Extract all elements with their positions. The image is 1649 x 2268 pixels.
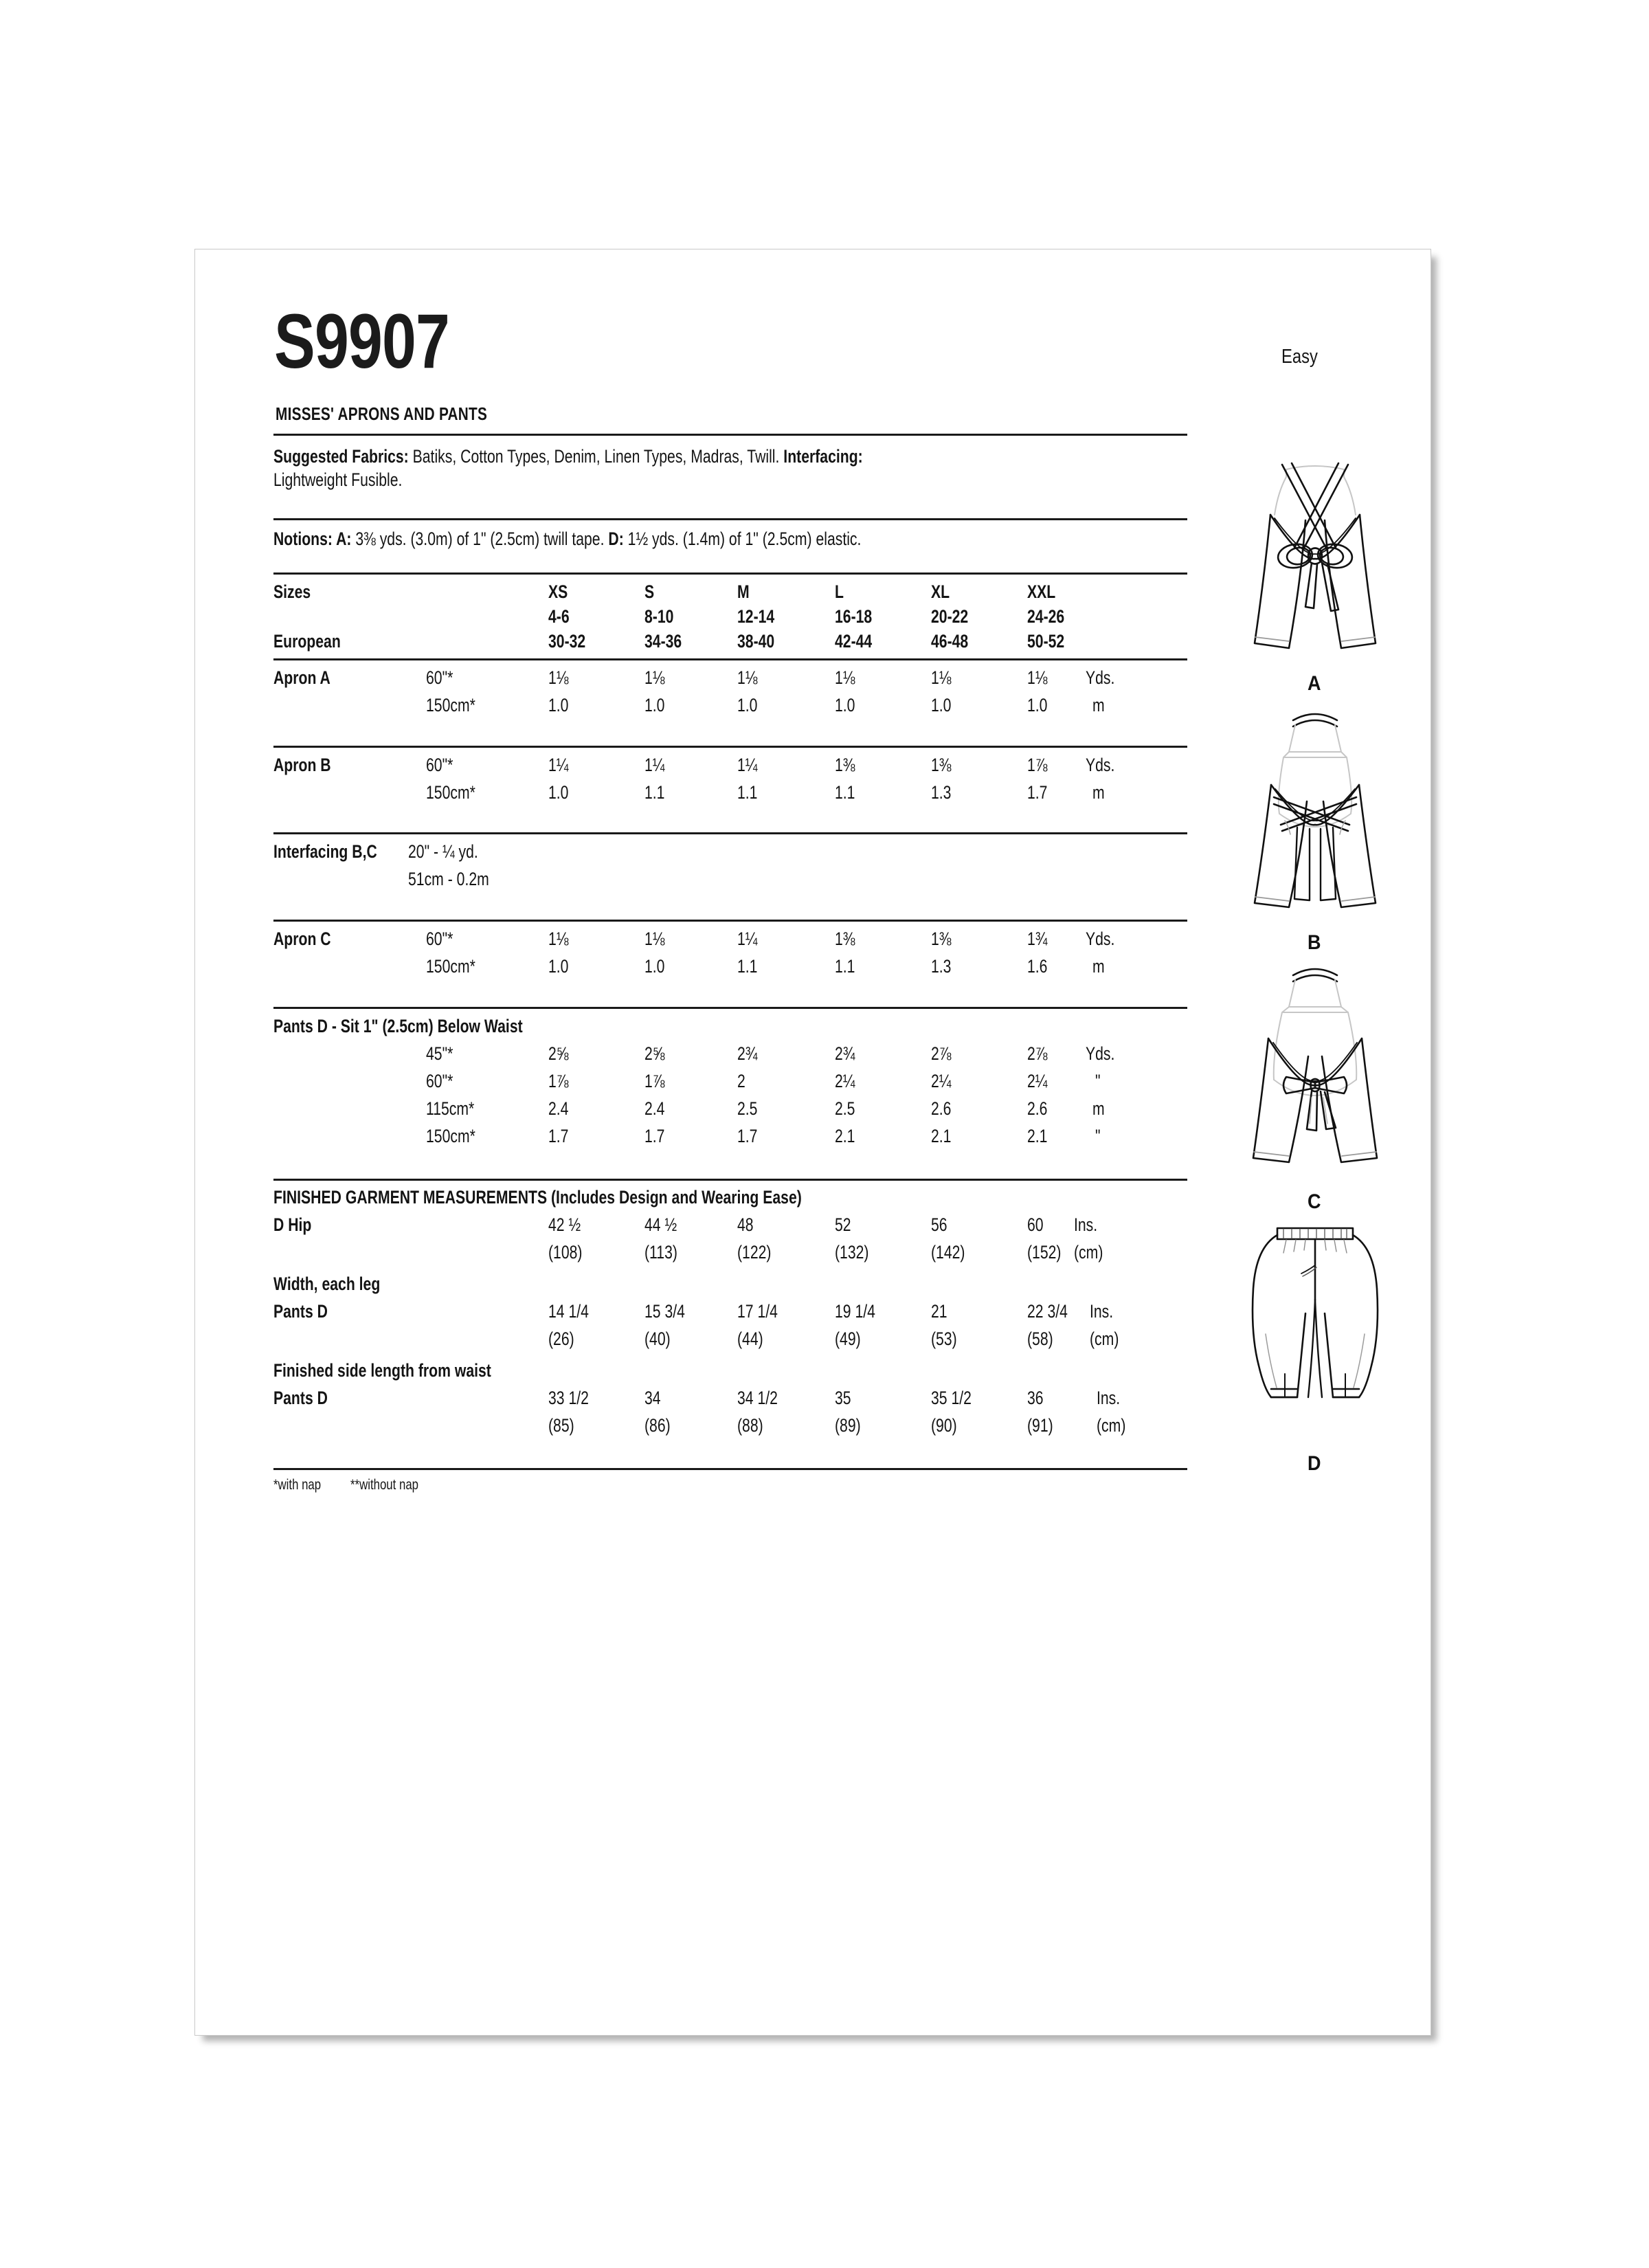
apron-c-width-150: 150cm* bbox=[426, 956, 475, 977]
suggested-fabrics-block bbox=[273, 445, 1194, 492]
cell: 22 3/4 bbox=[1027, 1301, 1068, 1322]
interfacing-inline-value: Lightweight Fusible. bbox=[273, 469, 403, 491]
side-length-subheading-row bbox=[273, 1360, 1194, 1385]
cell: (91) bbox=[1027, 1415, 1053, 1436]
divider-footnote bbox=[273, 1468, 1187, 1470]
table-row bbox=[273, 956, 1194, 981]
cell: 2¼ bbox=[835, 1071, 855, 1091]
cell: 1⅜ bbox=[931, 929, 952, 949]
table-row bbox=[273, 695, 1194, 720]
unit: Yds. bbox=[1086, 667, 1115, 688]
cell: (53) bbox=[931, 1328, 957, 1349]
cell: 36 bbox=[1027, 1388, 1044, 1408]
cell: 2.5 bbox=[737, 1098, 758, 1119]
notions-d-value: 1½ yds. (1.4m) of 1" (2.5cm) elastic. bbox=[623, 529, 862, 549]
notions-block bbox=[273, 527, 1208, 551]
cell: 48 bbox=[737, 1214, 754, 1235]
table-row bbox=[273, 667, 1194, 692]
divider-top bbox=[273, 434, 1187, 436]
cell: 2.5 bbox=[835, 1098, 855, 1119]
cell: 1.1 bbox=[737, 956, 758, 977]
sizes-row-letters bbox=[273, 581, 1194, 606]
interfacing-line-1: 20" - ¼ yd. bbox=[408, 841, 478, 862]
cell: 2⅞ bbox=[1027, 1043, 1048, 1064]
unit: (cm) bbox=[1090, 1328, 1119, 1349]
cell: 1.0 bbox=[931, 695, 952, 715]
cell: 1¼ bbox=[737, 929, 758, 949]
cell: 2⅝ bbox=[548, 1043, 569, 1064]
width-each-leg-subheading-row bbox=[273, 1274, 1194, 1298]
size-us-xl: 20-22 bbox=[931, 606, 969, 627]
unit: Yds. bbox=[1086, 755, 1115, 775]
unit: Yds. bbox=[1086, 929, 1115, 949]
cell: 1.1 bbox=[737, 782, 758, 803]
table-row bbox=[273, 1415, 1194, 1440]
cell: 1.7 bbox=[548, 1126, 569, 1146]
cell: 1¾ bbox=[1027, 929, 1048, 949]
cell: 14 1/4 bbox=[548, 1301, 589, 1322]
cell: 1¼ bbox=[737, 755, 758, 775]
apron-a-width-150: 150cm* bbox=[426, 695, 475, 715]
size-us-m: 12-14 bbox=[737, 606, 775, 627]
interfacing-inline-label: Interfacing: bbox=[783, 446, 863, 467]
cell: 52 bbox=[835, 1214, 851, 1235]
cell: (132) bbox=[835, 1242, 869, 1263]
cell: 1⅜ bbox=[835, 929, 855, 949]
divider-sizes-top bbox=[273, 572, 1187, 575]
finished-heading-rest: (Includes Design and Wearing Ease) bbox=[547, 1187, 802, 1208]
finished-heading-row bbox=[273, 1187, 1194, 1212]
table-row bbox=[273, 1043, 1194, 1068]
table-row bbox=[273, 755, 1194, 779]
view-letter-a: A bbox=[1308, 672, 1321, 695]
pants-d-heading-row bbox=[273, 1016, 1194, 1041]
table-row bbox=[273, 1301, 1194, 1326]
cell: 1.7 bbox=[737, 1126, 758, 1146]
cell: 2⅝ bbox=[644, 1043, 665, 1064]
apron-c-label: Apron C bbox=[273, 929, 331, 949]
cell: 2¾ bbox=[737, 1043, 758, 1064]
cell: 1.1 bbox=[835, 956, 855, 977]
apron-a-width-60: 60"* bbox=[426, 667, 453, 688]
view-letter-c: C bbox=[1308, 1190, 1321, 1213]
cell: 2¼ bbox=[931, 1071, 952, 1091]
cell: (86) bbox=[644, 1415, 671, 1436]
cell: (90) bbox=[931, 1415, 957, 1436]
interfacing-line-2: 51cm - 0.2m bbox=[408, 869, 489, 889]
d-hip-label: D Hip bbox=[273, 1214, 312, 1235]
cell: 1¼ bbox=[548, 755, 569, 775]
interfacing-row-2 bbox=[273, 869, 1194, 893]
size-eu-xxl: 50-52 bbox=[1027, 631, 1065, 652]
cell: 15 3/4 bbox=[644, 1301, 685, 1322]
unit: Ins. bbox=[1097, 1388, 1121, 1408]
cell: 1.0 bbox=[548, 695, 569, 715]
view-illustration-b bbox=[1205, 693, 1425, 955]
size-letter-s: S bbox=[644, 581, 655, 602]
apron-b-width-60: 60"* bbox=[426, 755, 453, 775]
cell: 1.0 bbox=[548, 782, 569, 803]
cell: (122) bbox=[737, 1242, 772, 1263]
size-letter-xxl: XXL bbox=[1027, 581, 1056, 602]
cell: 1⅜ bbox=[835, 755, 855, 775]
pants-d-width-150: 150cm* bbox=[426, 1126, 475, 1146]
divider-interfacing bbox=[273, 832, 1187, 834]
notions-d-label: D: bbox=[608, 529, 624, 549]
cell: 1.0 bbox=[548, 956, 569, 977]
cell: 2.1 bbox=[931, 1126, 952, 1146]
size-eu-m: 38-40 bbox=[737, 631, 775, 652]
cell: (85) bbox=[548, 1415, 574, 1436]
unit: (cm) bbox=[1097, 1415, 1126, 1436]
table-row bbox=[273, 929, 1194, 953]
garment-type-heading bbox=[276, 403, 540, 425]
difficulty-text: Easy bbox=[1281, 346, 1318, 368]
view-illustration-a bbox=[1205, 434, 1425, 696]
apron-b-drawing bbox=[1205, 693, 1425, 930]
suggested-fabrics-label: Suggested Fabrics: bbox=[273, 446, 409, 467]
pants-d-length-label: Pants D bbox=[273, 1388, 328, 1408]
cell: 1⅛ bbox=[644, 667, 665, 688]
cell: 2.4 bbox=[548, 1098, 569, 1119]
footnote-without-nap: **without nap bbox=[350, 1477, 419, 1493]
cell: (108) bbox=[548, 1242, 583, 1263]
size-us-s: 8-10 bbox=[644, 606, 674, 627]
sizes-row-us bbox=[273, 606, 1194, 631]
table-row bbox=[273, 1071, 1194, 1096]
cell: (89) bbox=[835, 1415, 861, 1436]
cell: 1¼ bbox=[644, 755, 665, 775]
cell: 21 bbox=[931, 1301, 947, 1322]
size-eu-l: 42-44 bbox=[835, 631, 873, 652]
cell: 1⅞ bbox=[548, 1071, 569, 1091]
cell: (152) bbox=[1027, 1242, 1062, 1263]
view-letter-d: D bbox=[1308, 1452, 1321, 1475]
cell: 1.1 bbox=[644, 782, 665, 803]
cell: 34 bbox=[644, 1388, 661, 1408]
cell: 42 ½ bbox=[548, 1214, 581, 1235]
cell: 1.0 bbox=[737, 695, 758, 715]
cell: 1.0 bbox=[644, 695, 665, 715]
unit: m bbox=[1092, 956, 1105, 977]
cell: 1.0 bbox=[1027, 695, 1048, 715]
view-letter-b: B bbox=[1308, 931, 1321, 954]
cell: (40) bbox=[644, 1328, 671, 1349]
table-row bbox=[273, 1388, 1194, 1412]
cell: 44 ½ bbox=[644, 1214, 677, 1235]
cell: 2 bbox=[737, 1071, 745, 1091]
pants-d-heading: Pants D - Sit 1" (2.5cm) Below Waist bbox=[273, 1016, 523, 1036]
apron-c-drawing bbox=[1205, 952, 1425, 1189]
apron-b-width-150: 150cm* bbox=[426, 782, 475, 803]
cell: 2⅞ bbox=[931, 1043, 952, 1064]
apron-a-drawing bbox=[1205, 434, 1425, 671]
size-letter-m: M bbox=[737, 581, 750, 602]
side-length-subheading: Finished side length from waist bbox=[273, 1360, 491, 1381]
size-letter-xl: XL bbox=[931, 581, 950, 602]
suggested-fabrics-list: Batiks, Cotton Types, Denim, Linen Types, Madras, Twill. bbox=[408, 446, 784, 467]
cell: 2¾ bbox=[835, 1043, 855, 1064]
footnote-with-nap: *with nap bbox=[273, 1477, 322, 1493]
notions-label: Notions: bbox=[273, 529, 333, 549]
pants-d-width-115: 115cm* bbox=[426, 1098, 475, 1119]
cell: 2.6 bbox=[931, 1098, 952, 1119]
table-row bbox=[273, 1098, 1194, 1123]
table-row bbox=[273, 782, 1194, 807]
cell: 1.3 bbox=[931, 956, 952, 977]
cell: 2.1 bbox=[1027, 1126, 1048, 1146]
cell: (88) bbox=[737, 1415, 763, 1436]
cell: 34 1/2 bbox=[737, 1388, 778, 1408]
cell: (49) bbox=[835, 1328, 861, 1349]
cell: 1⅛ bbox=[548, 929, 569, 949]
unit: (cm) bbox=[1074, 1242, 1103, 1263]
sizes-row-label: Sizes bbox=[273, 581, 311, 602]
size-eu-xs: 30-32 bbox=[548, 631, 586, 652]
size-letter-l: L bbox=[835, 581, 844, 602]
cell: 2¼ bbox=[1027, 1071, 1048, 1091]
divider-pants-d bbox=[273, 1007, 1187, 1009]
size-us-l: 16-18 bbox=[835, 606, 873, 627]
finished-heading-bold: FINISHED GARMENT MEASUREMENTS bbox=[273, 1187, 548, 1208]
unit: m bbox=[1092, 695, 1105, 715]
cell: 1⅞ bbox=[1027, 755, 1048, 775]
cell: 19 1/4 bbox=[835, 1301, 875, 1322]
unit: Ins. bbox=[1074, 1214, 1098, 1235]
width-each-leg-subheading: Width, each leg bbox=[273, 1274, 381, 1294]
notions-a-value: 3⅜ yds. (3.0m) of 1" (2.5cm) twill tape. bbox=[351, 529, 609, 549]
cell: 2.6 bbox=[1027, 1098, 1048, 1119]
divider-notions-top bbox=[273, 518, 1187, 520]
cell: 1.1 bbox=[835, 782, 855, 803]
cell: (44) bbox=[737, 1328, 763, 1349]
unit: m bbox=[1092, 782, 1105, 803]
pants-d-width-label: Pants D bbox=[273, 1301, 328, 1322]
table-row bbox=[273, 1126, 1194, 1150]
cell: 1.0 bbox=[644, 956, 665, 977]
size-eu-s: 34-36 bbox=[644, 631, 682, 652]
view-illustration-c bbox=[1205, 952, 1425, 1214]
pants-d-width-45: 45"* bbox=[426, 1043, 453, 1064]
cell: (142) bbox=[931, 1242, 965, 1263]
size-eu-xl: 46-48 bbox=[931, 631, 969, 652]
view-illustration-d bbox=[1205, 1217, 1425, 1476]
divider-finished bbox=[273, 1179, 1187, 1181]
cell: (113) bbox=[644, 1242, 677, 1263]
difficulty-label bbox=[1088, 346, 1325, 368]
table-row bbox=[273, 1214, 1194, 1239]
cell: 1⅛ bbox=[548, 667, 569, 688]
divider-apron-b bbox=[273, 746, 1187, 748]
unit: " bbox=[1095, 1071, 1101, 1091]
unit: Ins. bbox=[1090, 1301, 1114, 1322]
apron-c-width-60: 60"* bbox=[426, 929, 453, 949]
divider-apron-c bbox=[273, 920, 1187, 922]
pattern-envelope-page bbox=[194, 249, 1431, 2036]
cell: 1⅛ bbox=[835, 667, 855, 688]
interfacing-row bbox=[273, 841, 1194, 866]
notions-a-label: A: bbox=[332, 529, 352, 549]
cell: 1.7 bbox=[644, 1126, 665, 1146]
cell: (26) bbox=[548, 1328, 574, 1349]
size-us-xxl: 24-26 bbox=[1027, 606, 1065, 627]
cell: 2.1 bbox=[835, 1126, 855, 1146]
cell: 1.0 bbox=[835, 695, 855, 715]
unit: Yds. bbox=[1086, 1043, 1115, 1064]
footnote bbox=[273, 1477, 436, 1493]
european-row-label: European bbox=[273, 631, 341, 652]
size-us-xs: 4-6 bbox=[548, 606, 570, 627]
cell: 56 bbox=[931, 1214, 947, 1235]
cell: 1⅛ bbox=[737, 667, 758, 688]
table-row bbox=[273, 1328, 1194, 1353]
cell: 35 1/2 bbox=[931, 1388, 972, 1408]
size-letter-xs: XS bbox=[548, 581, 568, 602]
sizes-row-european bbox=[273, 631, 1194, 656]
cell: 1⅛ bbox=[931, 667, 952, 688]
cell: 1⅛ bbox=[1027, 667, 1048, 688]
unit: " bbox=[1095, 1126, 1101, 1146]
cell: 33 1/2 bbox=[548, 1388, 589, 1408]
cell: 1⅞ bbox=[644, 1071, 665, 1091]
cell: 35 bbox=[835, 1388, 851, 1408]
interfacing-label: Interfacing B,C bbox=[273, 841, 377, 862]
unit: m bbox=[1092, 1098, 1105, 1119]
apron-a-label: Apron A bbox=[273, 667, 330, 688]
cell: 1.3 bbox=[931, 782, 952, 803]
cell: 1⅜ bbox=[931, 755, 952, 775]
table-row bbox=[273, 1242, 1194, 1267]
pants-d-width-60: 60"* bbox=[426, 1071, 453, 1091]
cell: 17 1/4 bbox=[737, 1301, 778, 1322]
pants-d-drawing bbox=[1205, 1217, 1425, 1451]
cell: 1⅛ bbox=[644, 929, 665, 949]
cell: 60 bbox=[1027, 1214, 1044, 1235]
divider-apron-a bbox=[273, 658, 1187, 660]
cell: 1.6 bbox=[1027, 956, 1048, 977]
cell: 1.7 bbox=[1027, 782, 1048, 803]
pattern-number-text: S9907 bbox=[274, 298, 450, 384]
cell: 2.4 bbox=[644, 1098, 665, 1119]
page-title bbox=[274, 298, 493, 384]
cell: (58) bbox=[1027, 1328, 1053, 1349]
garment-type-text: MISSES' APRONS AND PANTS bbox=[276, 403, 488, 424]
apron-b-label: Apron B bbox=[273, 755, 331, 775]
